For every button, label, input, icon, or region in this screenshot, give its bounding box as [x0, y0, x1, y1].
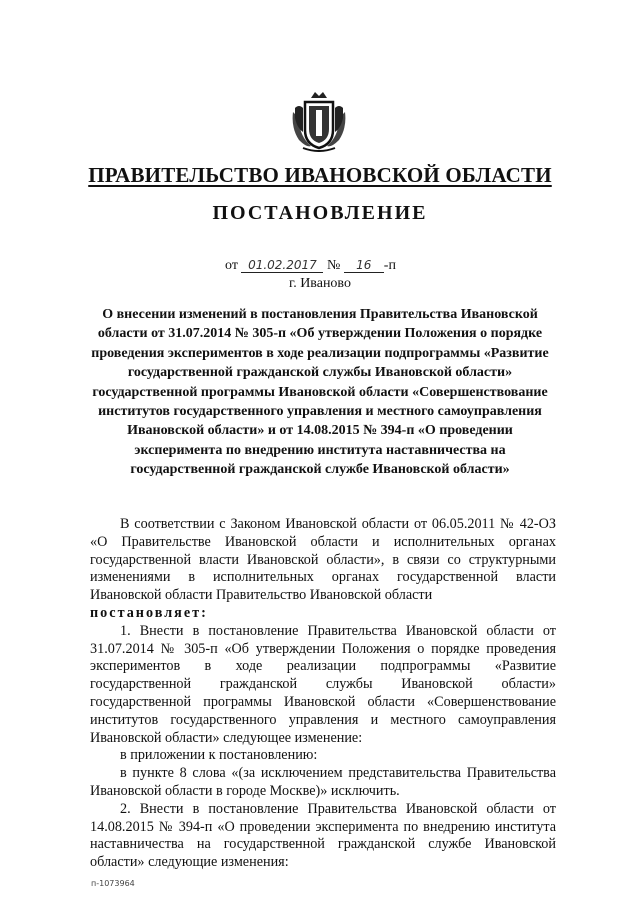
document-type: ПОСТАНОВЛЕНИЕ: [212, 202, 428, 224]
coat-of-arms-icon: [289, 88, 349, 152]
document-code: п-1073964: [91, 879, 135, 888]
number-suffix: -п: [383, 258, 396, 273]
decree-subject: О внесении изменений в постановления Правительства Ивановской области от 31.07.2014 № 305-п «Об утверждении Положения о порядке проведения экспериментов в ходе реализации подпрограммы «Развитие государственной гражданской службы Ивановской области» государственной программы Ивановской области «Совершенствование институтов государственного управления и местного самоуправления Ивановской области» и от 14.08.2015 № 394-п «О проведении эксперимента по внедрению института наставничества на государственной гражданской службе Ивановской области»: [91, 307, 549, 478]
preamble: В соответствии с Законом Ивановской области от 06.05.2011 № 42-ОЗ «О Правительстве Ивановской области и исполнительных органах государственной власти Ивановской области», в связи со структурными изменениями в исполнительных органах государственной власти Ивановской области Правительство Ивановской области постановляет:: [90, 516, 556, 621]
item-2: 2. Внести в постановление Правительства Ивановской области от 14.08.2015 № 394-п «О проведении эксперимента по внедрению института наставничества на государственной гражданской службе Ивановской области» следующие изменения:: [90, 800, 556, 871]
item-1-change: в пункте 8 слова «(за исключением представительства Правительства Ивановской области в городе Москве)» исключить.: [90, 765, 556, 799]
decree-number: 16: [344, 258, 384, 273]
decree-body: [90, 516, 556, 872]
decree-date: 01.02.2017: [241, 258, 323, 273]
date-prefix: от: [225, 258, 238, 273]
resolves-word: постановляет:: [90, 604, 208, 621]
item-1: 1. Внести в постановление Правительства Ивановской области от 31.07.2014 № 305-п «Об утверждении Положения о порядке проведения экспериментов в ходе реализации подпрограммы «Развитие государственной гражданской службы Ивановской области» государственной программы Ивановской области «Совершенствование институтов государственного управления и местного самоуправления Ивановской области» следующее изменение:: [90, 622, 556, 746]
item-1-appendix: в приложении к постановлению:: [120, 747, 318, 764]
city: г. Иваново: [289, 276, 351, 291]
number-prefix: №: [326, 258, 341, 273]
decree-number-line: [225, 258, 396, 274]
government-title: ПРАВИТЕЛЬСТВО ИВАНОВСКОЙ ОБЛАСТИ: [88, 163, 552, 187]
